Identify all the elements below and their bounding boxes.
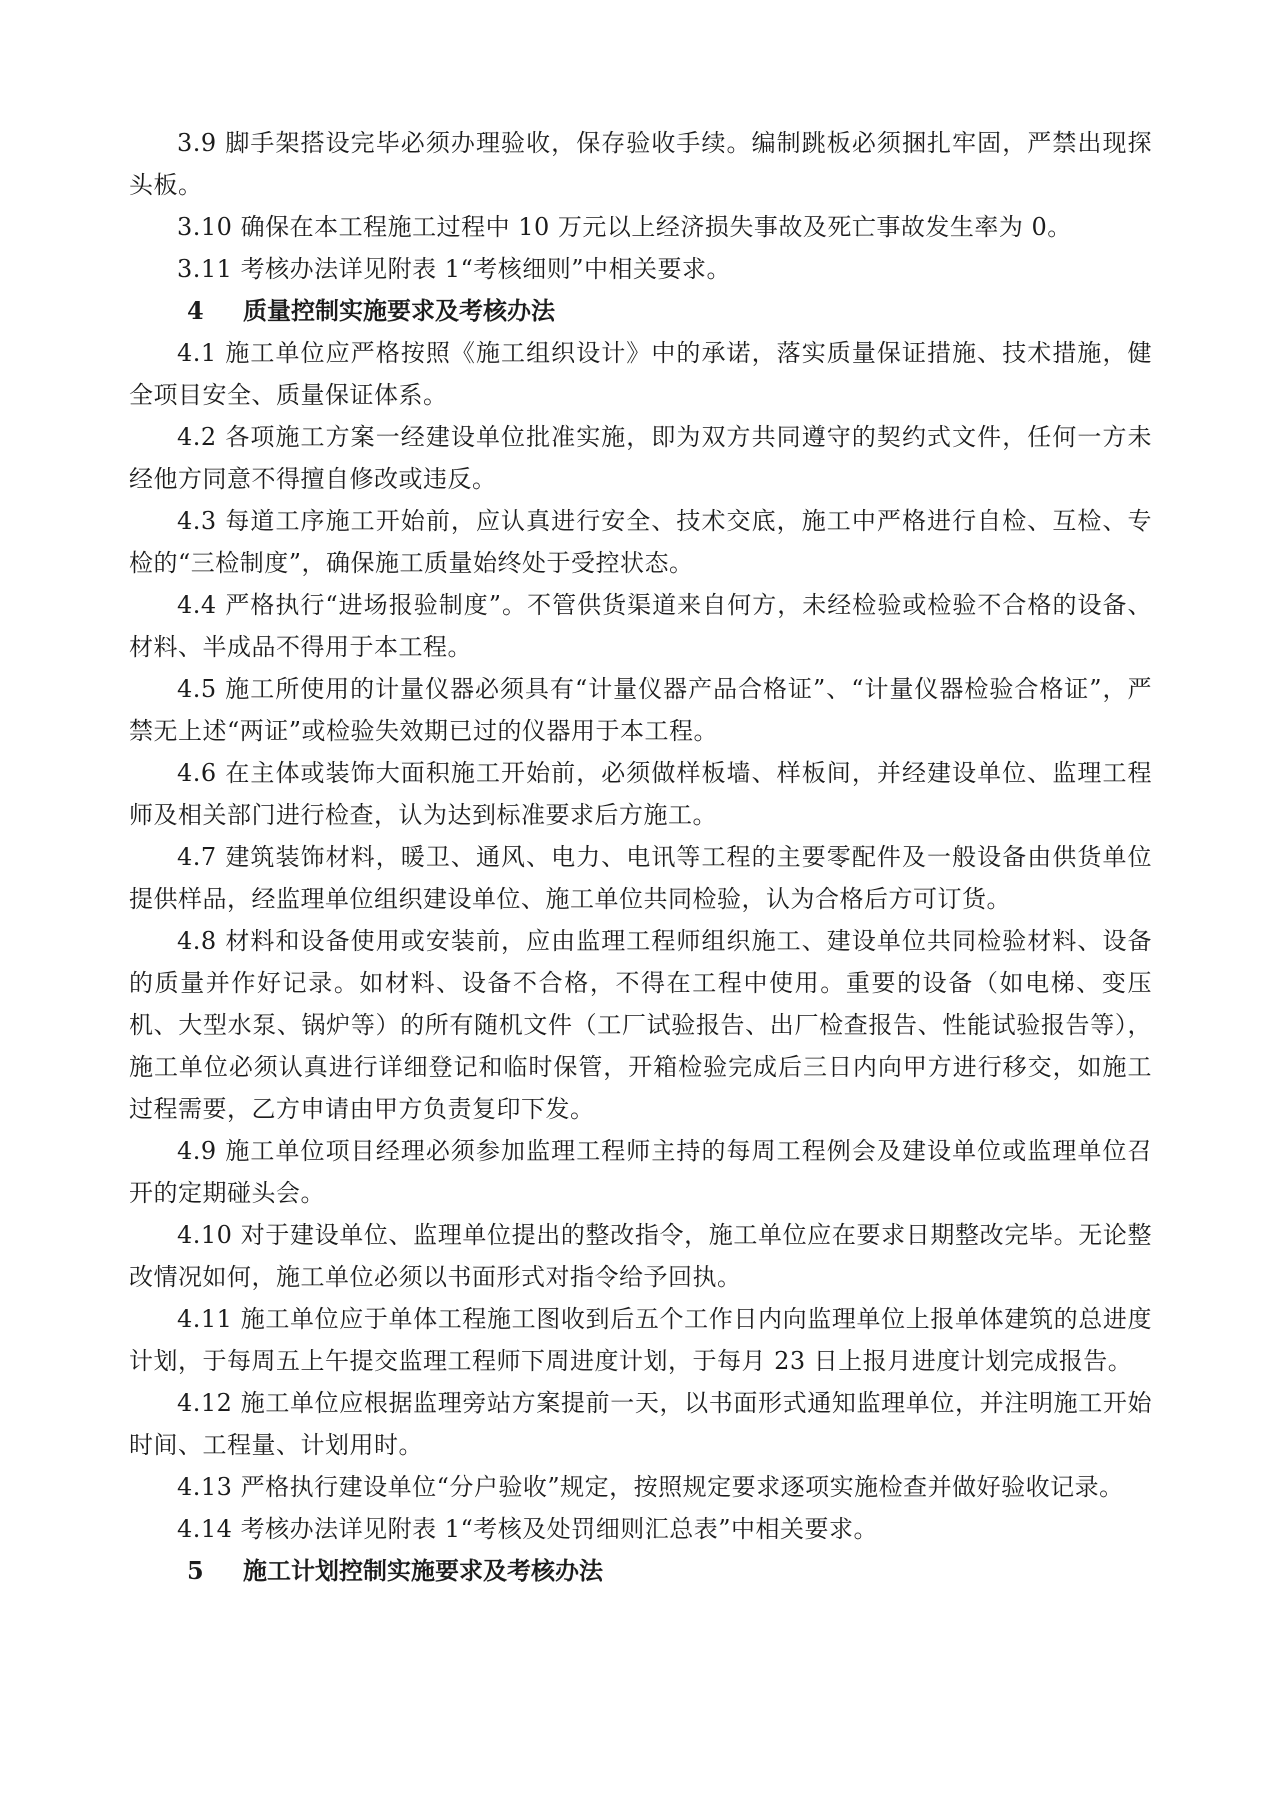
section-heading-5 (129, 1550, 1152, 1592)
section-heading-4 (129, 290, 1152, 332)
section-number-5: 5 (187, 1556, 204, 1585)
section-number-4: 4 (187, 296, 204, 325)
paragraph-4-10: 4.10 对于建设单位、监理单位提出的整改指令，施工单位应在要求日期整改完毕。无论整改情况如何，施工单位必须以书面形式对指令给予回执。 (129, 1221, 1152, 1291)
paragraph-4-4: 4.4 严格执行“进场报验制度”。不管供货渠道来自何方，未经检验或检验不合格的设备、材料、半成品不得用于本工程。 (129, 591, 1152, 661)
paragraph-3-11: 3.11 考核办法详见附表 1“考核细则”中相关要求。 (177, 255, 732, 283)
paragraph-4-13: 4.13 严格执行建设单位“分户验收”规定，按照规定要求逐项实施检查并做好验收记录。 (177, 1473, 1124, 1501)
paragraph-4-5: 4.5 施工所使用的计量仪器必须具有“计量仪器产品合格证”、“计量仪器检验合格证”，严禁无上述“两证”或检验失效期已过的仪器用于本工程。 (129, 675, 1152, 745)
paragraph-3-9: 3.9 脚手架搭设完毕必须办理验收，保存验收手续。编制跳板必须捆扎牢固，严禁出现探头板。 (129, 129, 1152, 199)
paragraph-4-8: 4.8 材料和设备使用或安装前，应由监理工程师组织施工、建设单位共同检验材料、设备的质量并作好记录。如材料、设备不合格，不得在工程中使用。重要的设备（如电梯、变压机、大型水泵、锅炉等）的所有随机文件（工厂试验报告、出厂检查报告、性能试验报告等），施工单位必须认真进行详细登记和临时保管，开箱检验完成后三日内向甲方进行移交，如施工过程需要，乙方申请由甲方负责复印下发。 (129, 927, 1152, 1123)
paragraph-4-7: 4.7 建筑装饰材料，暖卫、通风、电力、电讯等工程的主要零配件及一般设备由供货单位提供样品，经监理单位组织建设单位、施工单位共同检验，认为合格后方可订货。 (129, 843, 1152, 913)
paragraph-4-3: 4.3 每道工序施工开始前，应认真进行安全、技术交底，施工中严格进行自检、互检、专检的“三检制度”，确保施工质量始终处于受控状态。 (129, 507, 1152, 577)
paragraph-4-11: 4.11 施工单位应于单体工程施工图收到后五个工作日内向监理单位上报单体建筑的总进度计划，于每周五上午提交监理工程师下周进度计划，于每月 23 日上报月进度计划完成报告。 (129, 1305, 1152, 1375)
section-title-5: 施工计划控制实施要求及考核办法 (243, 1556, 603, 1585)
paragraph-4-1: 4.1 施工单位应严格按照《施工组织设计》中的承诺，落实质量保证措施、技术措施，健全项目安全、质量保证体系。 (129, 339, 1152, 409)
paragraph-4-2: 4.2 各项施工方案一经建设单位批准实施，即为双方共同遵守的契约式文件，任何一方未经他方同意不得擅自修改或违反。 (129, 423, 1152, 493)
section-title-4: 质量控制实施要求及考核办法 (243, 296, 555, 325)
paragraph-4-6: 4.6 在主体或装饰大面积施工开始前，必须做样板墙、样板间，并经建设单位、监理工程师及相关部门进行检查，认为达到标准要求后方施工。 (129, 759, 1152, 829)
document-body (129, 122, 1152, 1592)
paragraph-4-12: 4.12 施工单位应根据监理旁站方案提前一天，以书面形式通知监理单位，并注明施工开始时间、工程量、计划用时。 (129, 1389, 1152, 1459)
paragraph-4-9: 4.9 施工单位项目经理必须参加监理工程师主持的每周工程例会及建设单位或监理单位召开的定期碰头会。 (129, 1137, 1152, 1207)
paragraph-3-10: 3.10 确保在本工程施工过程中 10 万元以上经济损失事故及死亡事故发生率为 0。 (177, 213, 1072, 241)
paragraph-4-14: 4.14 考核办法详见附表 1“考核及处罚细则汇总表”中相关要求。 (177, 1515, 879, 1543)
